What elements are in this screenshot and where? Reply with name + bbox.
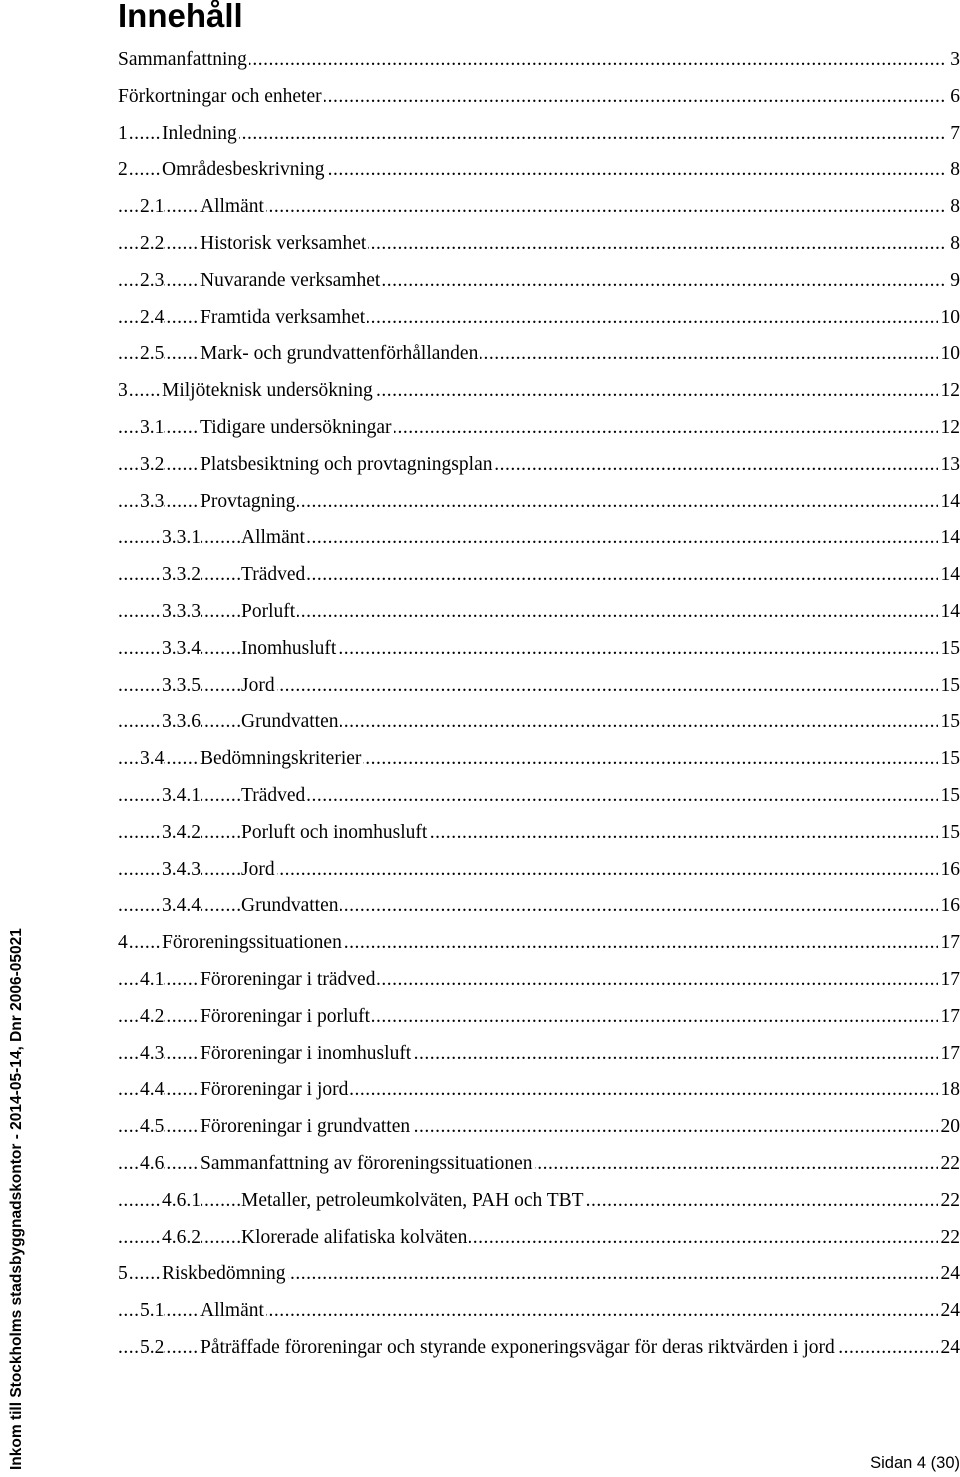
toc-entry-number: 3.4.3 xyxy=(162,852,201,889)
toc-entry-label: Föroreningar i grundvatten xyxy=(200,1109,412,1146)
toc-entry-label: Grundvatten xyxy=(241,888,340,925)
toc-entry-page: 14 xyxy=(938,594,960,631)
toc-entry[interactable] xyxy=(118,668,960,705)
toc-entry-page: 3 xyxy=(947,42,960,79)
toc-entry-page: 8 xyxy=(947,226,960,263)
toc-entry-label: Jord xyxy=(241,668,277,705)
toc-entry-number: 3.4.1 xyxy=(162,778,201,815)
toc-entry-label: Sammanfattning av föroreningssituationen xyxy=(200,1146,535,1183)
toc-entry-page: 15 xyxy=(938,631,960,668)
toc-entry[interactable] xyxy=(118,336,960,373)
toc-entry-number: 2.4 xyxy=(140,300,164,337)
toc-entry-number: 4.6 xyxy=(140,1146,164,1183)
toc-entry-page: 15 xyxy=(938,815,960,852)
toc-entry-number: 4.3 xyxy=(140,1036,164,1073)
toc-entry-label: Allmänt xyxy=(200,189,266,226)
toc-entry-label: Framtida verksamhet xyxy=(200,300,367,337)
toc-entry-label: Påträffade föroreningar och styrande exponeringsvägar för deras riktvärden i jord xyxy=(200,1330,837,1367)
toc-entry-label: Porluft och inomhusluft xyxy=(241,815,429,852)
toc-entry-number: 2.5 xyxy=(140,336,164,373)
toc-entry-number: 4.6.1 xyxy=(162,1183,201,1220)
toc-entry-label: Allmänt xyxy=(200,1293,266,1330)
toc-entry-page: 14 xyxy=(938,484,960,521)
toc-entry[interactable] xyxy=(118,484,960,521)
toc-entry-page: 12 xyxy=(938,373,960,410)
toc-entry-label: Riskbedömning xyxy=(162,1256,288,1293)
toc-entry[interactable] xyxy=(118,116,960,153)
toc-entry[interactable] xyxy=(118,999,960,1036)
toc-entry-page: 12 xyxy=(938,410,960,447)
toc-entry-number: 1 xyxy=(118,116,128,153)
toc-entry-page: 8 xyxy=(947,152,960,189)
toc-entry-page: 13 xyxy=(938,447,960,484)
toc-entry-page: 22 xyxy=(938,1220,960,1257)
toc-entry-label: Allmänt xyxy=(241,520,307,557)
toc-entry[interactable] xyxy=(118,1256,960,1293)
toc-entry[interactable] xyxy=(118,1109,960,1146)
toc-entry-label: Grundvatten xyxy=(241,704,340,741)
toc-entry[interactable] xyxy=(118,1072,960,1109)
toc-entry-number: 3.3.3 xyxy=(162,594,201,631)
toc-entry-page: 6 xyxy=(947,79,960,116)
toc-entry-page: 16 xyxy=(938,852,960,889)
toc-entry-number: 5.1 xyxy=(140,1293,164,1330)
toc-entry[interactable] xyxy=(118,1330,960,1367)
registration-stamp: Inkom till Stockholms stadsbyggnadskontor - 2014-05-14, Dnr 2006-05021 xyxy=(8,928,25,1470)
toc-entry-page: 15 xyxy=(938,778,960,815)
toc-entry-page: 15 xyxy=(938,668,960,705)
toc-entry-number: 3.2 xyxy=(140,447,164,484)
toc-entry-page: 7 xyxy=(947,116,960,153)
toc-entry-number: 4 xyxy=(118,925,128,962)
toc-entry-number: 4.1 xyxy=(140,962,164,999)
toc-entry[interactable] xyxy=(118,557,960,594)
toc-entry-number: 2.3 xyxy=(140,263,164,300)
toc-entry[interactable] xyxy=(118,962,960,999)
toc-entry-page: 24 xyxy=(938,1256,960,1293)
toc-entry-page: 14 xyxy=(938,520,960,557)
toc-entry-number: 3.4.4 xyxy=(162,888,201,925)
table-of-contents xyxy=(118,42,960,1367)
toc-entry-page: 22 xyxy=(938,1183,960,1220)
toc-entry-number: 3 xyxy=(118,373,128,410)
toc-entry-label: Föroreningar i inomhusluft xyxy=(200,1036,413,1073)
toc-entry[interactable] xyxy=(118,410,960,447)
toc-entry[interactable] xyxy=(118,189,960,226)
toc-entry-label: Föroreningar i jord xyxy=(200,1072,350,1109)
toc-entry[interactable] xyxy=(118,447,960,484)
toc-entry-number: 5.2 xyxy=(140,1330,164,1367)
toc-entry-label: Provtagning xyxy=(200,484,297,521)
toc-entry[interactable] xyxy=(118,704,960,741)
toc-entry-page: 17 xyxy=(938,962,960,999)
toc-entry[interactable] xyxy=(118,815,960,852)
toc-entry-page: 14 xyxy=(938,557,960,594)
toc-entry-page: 10 xyxy=(938,336,960,373)
toc-entry[interactable] xyxy=(118,42,960,79)
toc-entry[interactable] xyxy=(118,852,960,889)
toc-entry-page: 10 xyxy=(938,300,960,337)
toc-entry-label: Sammanfattning xyxy=(118,42,249,79)
toc-entry-number: 3.3.5 xyxy=(162,668,201,705)
toc-entry-page: 16 xyxy=(938,888,960,925)
toc-entry-number: 3.3.1 xyxy=(162,520,201,557)
toc-entry-label: Metaller, petroleumkolväten, PAH och TBT xyxy=(241,1183,586,1220)
toc-entry-number: 4.5 xyxy=(140,1109,164,1146)
toc-entry[interactable] xyxy=(118,79,960,116)
toc-entry-label: Klorerade alifatiska kolväten xyxy=(241,1220,469,1257)
toc-entry-page: 17 xyxy=(938,1036,960,1073)
toc-entry-label: Förkortningar och enheter xyxy=(118,79,324,116)
toc-entry-label: Inomhusluft xyxy=(241,631,338,668)
toc-entry[interactable] xyxy=(118,925,960,962)
toc-entry-number: 4.4 xyxy=(140,1072,164,1109)
toc-entry-label: Tidigare undersökningar xyxy=(200,410,394,447)
toc-entry-number: 5 xyxy=(118,1256,128,1293)
toc-entry-number: 4.6.2 xyxy=(162,1220,201,1257)
toc-entry[interactable] xyxy=(118,152,960,189)
toc-entry-label: Jord xyxy=(241,852,277,889)
toc-entry[interactable] xyxy=(118,373,960,410)
toc-entry[interactable] xyxy=(118,594,960,631)
toc-entry-number: 4.2 xyxy=(140,999,164,1036)
toc-entry-page: 20 xyxy=(938,1109,960,1146)
toc-entry-label: Föroreningar i trädved xyxy=(200,962,377,999)
page-number-footer: Sidan 4 (30) xyxy=(870,1454,960,1472)
toc-entry[interactable] xyxy=(118,520,960,557)
toc-entry-number: 2.1 xyxy=(140,189,164,226)
toc-entry-label: Trädved xyxy=(241,778,307,815)
toc-entry[interactable] xyxy=(118,888,960,925)
toc-entry[interactable] xyxy=(118,778,960,815)
toc-entry-number: 2.2 xyxy=(140,226,164,263)
toc-entry-number: 3.4 xyxy=(140,741,164,778)
toc-entry-page: 24 xyxy=(938,1330,960,1367)
toc-entry[interactable] xyxy=(118,1183,960,1220)
toc-entry-page: 17 xyxy=(938,925,960,962)
toc-entry-label: Områdesbeskrivning xyxy=(162,152,326,189)
toc-entry-label: Historisk verksamhet xyxy=(200,226,368,263)
toc-entry-number: 3.3.2 xyxy=(162,557,201,594)
toc-entry[interactable] xyxy=(118,226,960,263)
toc-entry-number: 3.3.6 xyxy=(162,704,201,741)
toc-entry-label: Miljöteknisk undersökning xyxy=(162,373,375,410)
page-title: Innehåll xyxy=(118,0,243,34)
toc-entry-number: 3.3 xyxy=(140,484,164,521)
toc-entry-page: 15 xyxy=(938,741,960,778)
toc-entry[interactable] xyxy=(118,631,960,668)
toc-entry[interactable] xyxy=(118,741,960,778)
toc-entry-label: Trädved xyxy=(241,557,307,594)
toc-entry[interactable] xyxy=(118,1036,960,1073)
toc-entry[interactable] xyxy=(118,263,960,300)
toc-entry-number: 3.1 xyxy=(140,410,164,447)
toc-entry-page: 24 xyxy=(938,1293,960,1330)
toc-entry-label: Nuvarande verksamhet xyxy=(200,263,382,300)
toc-entry-label: Bedömningskriterier xyxy=(200,741,363,778)
toc-entry-page: 15 xyxy=(938,704,960,741)
toc-entry-label: Porluft xyxy=(241,594,297,631)
toc-entry-label: Platsbesiktning och provtagningsplan xyxy=(200,447,494,484)
toc-entry[interactable] xyxy=(118,1293,960,1330)
toc-entry-number: 3.3.4 xyxy=(162,631,201,668)
toc-entry-label: Inledning xyxy=(162,116,239,153)
toc-entry-page: 9 xyxy=(947,263,960,300)
toc-entry-page: 8 xyxy=(947,189,960,226)
toc-entry-page: 17 xyxy=(938,999,960,1036)
toc-entry-number: 2 xyxy=(118,152,128,189)
toc-entry[interactable] xyxy=(118,300,960,337)
toc-entry-page: 18 xyxy=(938,1072,960,1109)
toc-entry-label: Föroreningssituationen xyxy=(162,925,344,962)
toc-entry[interactable] xyxy=(118,1146,960,1183)
toc-entry-page: 22 xyxy=(938,1146,960,1183)
toc-entry-label: Mark- och grundvattenförhållanden xyxy=(200,336,480,373)
toc-entry[interactable] xyxy=(118,1220,960,1257)
toc-entry-number: 3.4.2 xyxy=(162,815,201,852)
toc-entry-label: Föroreningar i porluft xyxy=(200,999,372,1036)
